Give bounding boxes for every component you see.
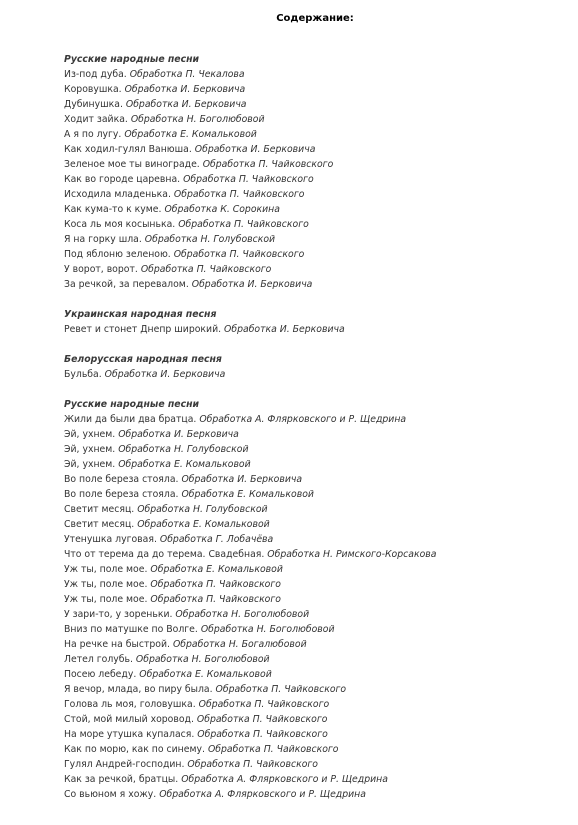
song-arrangement: Обработка П. Чайковского (215, 684, 347, 695)
song-title: Под яблоню зеленою. (64, 249, 171, 260)
section-heading: Белорусская народная песня (64, 354, 222, 365)
toc-entry (64, 652, 564, 667)
toc-entry (64, 712, 564, 727)
song-title: Уж ты, поле мое. (64, 594, 148, 605)
song-title: Бульба. (64, 369, 102, 380)
song-title: А я по лугу. (64, 129, 122, 140)
song-arrangement: Обработка П. Чайковского (140, 264, 272, 275)
song-title: Коса ль моя косынька. (64, 219, 176, 230)
song-title: Я вечор, млада, во пиру была. (64, 684, 213, 695)
table-of-contents (64, 52, 564, 817)
song-arrangement: Обработка П. Чайковского (178, 219, 309, 230)
song-arrangement: Обработка Н. Голубовской (144, 234, 276, 245)
song-arrangement: Обработка Н. Боголюбовой (175, 609, 310, 620)
song-arrangement: Обработка П. Чайковского (202, 159, 334, 170)
toc-section (64, 352, 564, 382)
toc-entry (64, 217, 564, 232)
song-title: Во поле береза стояла. (64, 489, 179, 500)
toc-entry (64, 127, 564, 142)
song-title: Дубинушка. (64, 99, 123, 110)
song-arrangement: Обработка П. Чайковского (183, 174, 314, 185)
toc-entry (64, 172, 564, 187)
song-title: Коровушка. (64, 84, 122, 95)
toc-section (64, 52, 564, 292)
toc-entry (64, 442, 564, 457)
toc-entry (64, 142, 564, 157)
song-arrangement: Обработка П. Чайковского (196, 714, 328, 725)
song-arrangement: Обработка П. Чайковского (197, 729, 328, 740)
toc-entry (64, 757, 564, 772)
song-title: Как по морю, как по синему. (64, 744, 205, 755)
toc-entry (64, 322, 564, 337)
song-title: Со вьюном я хожу. (64, 789, 157, 800)
song-title: Из-под дуба. (64, 69, 127, 80)
toc-entry (64, 637, 564, 652)
song-title: У ворот, ворот. (64, 264, 138, 275)
song-arrangement: Обработка Е. Комальковой (118, 459, 251, 470)
toc-entry (64, 667, 564, 682)
song-title: Жили да были два братца. (64, 414, 197, 425)
song-title: На речке на быстрой. (64, 639, 170, 650)
toc-entry (64, 532, 564, 547)
song-arrangement: Обработка Н. Боголюбовой (200, 624, 335, 635)
song-title: За речкой, за перевалом. (64, 279, 189, 290)
section-heading: Русские народные песни (64, 54, 200, 65)
toc-entry (64, 412, 564, 427)
song-title: Исходила младенька. (64, 189, 171, 200)
song-arrangement: Обработка Н. Голубовской (137, 504, 268, 515)
song-title: Эй, ухнем. (64, 444, 116, 455)
toc-entry (64, 547, 564, 562)
toc-entry (64, 562, 564, 577)
toc-entry (64, 502, 564, 517)
song-title: Летел голубь. (64, 654, 133, 665)
song-arrangement: Обработка Е. Комальковой (124, 129, 257, 140)
toc-entry (64, 187, 564, 202)
song-arrangement: Обработка Е. Комальковой (139, 669, 272, 680)
song-title: Эй, ухнем. (64, 459, 116, 470)
song-title: Светит месяц. (64, 504, 135, 515)
song-arrangement: Обработка К. Сорокина (164, 204, 280, 215)
toc-entry (64, 157, 564, 172)
song-arrangement: Обработка И. Берковича (181, 474, 303, 485)
song-arrangement: Обработка А. Флярковского и Р. Щедрина (181, 774, 388, 785)
toc-entry (64, 247, 564, 262)
song-title: Как ходил-гулял Ванюша. (64, 144, 192, 155)
song-title: Как во городе царевна. (64, 174, 181, 185)
toc-section (64, 397, 564, 802)
song-title: Светит месяц. (64, 519, 135, 530)
toc-entry (64, 367, 564, 382)
song-arrangement: Обработка П. Чекалова (129, 69, 245, 80)
toc-entry (64, 517, 564, 532)
toc-entry (64, 427, 564, 442)
song-title: Во поле береза стояла. (64, 474, 179, 485)
song-arrangement: Обработка П. Чайковского (150, 579, 281, 590)
toc-section (64, 307, 564, 337)
toc-entry (64, 607, 564, 622)
song-arrangement: Обработка Е. Комальковой (137, 519, 270, 530)
song-title: Посею лебеду. (64, 669, 137, 680)
song-arrangement: Обработка Г. Лобачёва (159, 534, 274, 545)
song-arrangement: Обработка П. Чайковского (187, 759, 318, 770)
toc-entry (64, 457, 564, 472)
toc-entry (64, 232, 564, 247)
song-title: Я на горку шла. (64, 234, 142, 245)
toc-entry (64, 202, 564, 217)
song-arrangement: Обработка А. Флярковского и Р. Щедрина (159, 789, 366, 800)
song-title: Уж ты, поле мое. (64, 564, 148, 575)
song-title: Как кума-то к куме. (64, 204, 162, 215)
song-title: Ходит зайка. (64, 114, 128, 125)
song-title: Как за речкой, братцы. (64, 774, 179, 785)
toc-entry (64, 592, 564, 607)
song-arrangement: Обработка И. Берковича (224, 324, 345, 335)
song-arrangement: Обработка П. Чайковского (173, 249, 305, 260)
song-arrangement: Обработка Н. Боголюбовой (130, 114, 265, 125)
song-arrangement: Обработка П. Чайковского (198, 699, 330, 710)
song-arrangement: Обработка И. Берковича (194, 144, 316, 155)
song-arrangement: Обработка И. Берковича (191, 279, 313, 290)
song-title: Эй, ухнем. (64, 429, 116, 440)
song-arrangement: Обработка А. Флярковского и Р. Щедрина (199, 414, 407, 425)
toc-entry (64, 682, 564, 697)
toc-entry (64, 787, 564, 802)
song-title: У зари-то, у зореньки. (64, 609, 173, 620)
song-arrangement: Обработка П. Чайковского (207, 744, 339, 755)
song-arrangement: Обработка Н. Боголюбовой (135, 654, 270, 665)
song-arrangement: Обработка Е. Комальковой (150, 564, 283, 575)
song-arrangement: Обработка И. Берковича (125, 99, 247, 110)
song-title: Утенушка луговая. (64, 534, 157, 545)
toc-entry (64, 262, 564, 277)
song-title: Вниз по матушке по Волге. (64, 624, 198, 635)
song-arrangement: Обработка Е. Комальковой (181, 489, 314, 500)
song-arrangement: Обработка И. Берковича (104, 369, 226, 380)
toc-entry (64, 577, 564, 592)
song-title: Уж ты, поле мое. (64, 579, 148, 590)
toc-entry (64, 727, 564, 742)
section-heading: Русские народные песни (64, 399, 200, 410)
song-arrangement: Обработка И. Берковича (124, 84, 246, 95)
toc-entry (64, 82, 564, 97)
page-title: Содержание: (276, 13, 354, 24)
song-arrangement: Обработка Н. Голубовской (118, 444, 249, 455)
toc-entry (64, 697, 564, 712)
song-title: Зеленое мое ты винограде. (64, 159, 200, 170)
toc-entry (64, 277, 564, 292)
song-arrangement: Обработка И. Берковича (118, 429, 239, 440)
toc-entry (64, 67, 564, 82)
song-arrangement: Обработка П. Чайковского (150, 594, 281, 605)
toc-entry (64, 772, 564, 787)
song-arrangement: Обработка Н. Римского-Корсакова (267, 549, 437, 560)
toc-entry (64, 622, 564, 637)
song-title: Гулял Андрей-господин. (64, 759, 185, 770)
song-title: Стой, мой милый хоровод. (64, 714, 194, 725)
section-heading: Украинская народная песня (64, 309, 217, 320)
toc-entry (64, 97, 564, 112)
song-arrangement: Обработка Н. Богалюбовой (172, 639, 307, 650)
toc-entry (64, 742, 564, 757)
toc-entry (64, 472, 564, 487)
toc-entry (64, 487, 564, 502)
song-title: Что от терема да до терема. Свадебная. (64, 549, 265, 560)
song-title: Голова ль моя, головушка. (64, 699, 196, 710)
song-title: Ревет и стонет Днепр широкий. (64, 324, 222, 335)
toc-entry (64, 112, 564, 127)
song-title: На море утушка купалася. (64, 729, 195, 740)
song-arrangement: Обработка П. Чайковского (173, 189, 305, 200)
